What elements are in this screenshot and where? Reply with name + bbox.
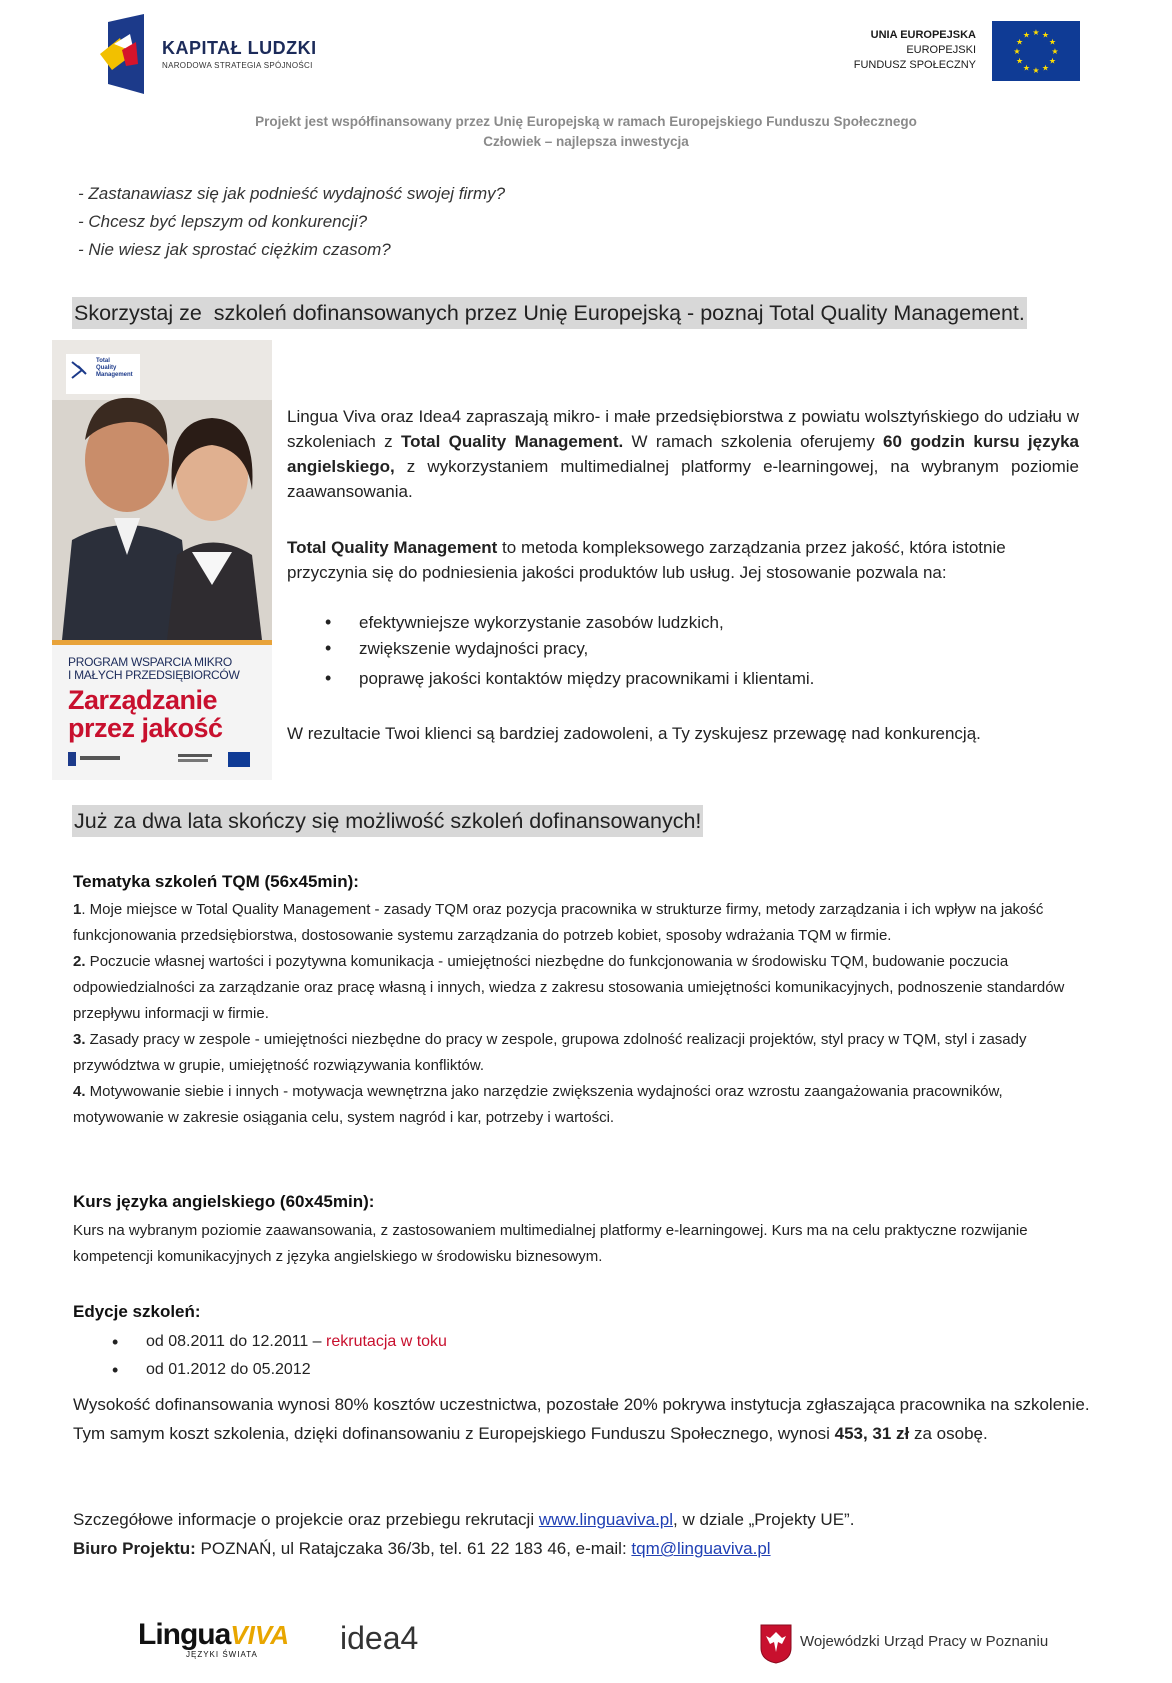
course-description: Kurs na wybranym poziomie zaawansowania, z zastosowaniem multimedialnej platformy e-learningowej. Kurs ma na celu praktyczne rozwijanie kompetencji komunikacyjnych z języka angielskiego w środowisku biznesowym.	[73, 1222, 1028, 1265]
poster-program-line2: I MAŁYCH PRZEDSIĘBIORCÓW	[68, 668, 240, 682]
funding-tail: za osobę.	[909, 1424, 988, 1443]
contact-block	[73, 1505, 1093, 1563]
topic-text: - umiejętności niezbędne do pracy w zespole, grupowa zdolność realizacji projektów, styl pracy w TQM, styl i zasady przywództwa w grupie, umiejętność rozwiązywania konfliktów.	[73, 1031, 1027, 1074]
cofinancing-line2: Człowiek – najlepsza inwestycja	[483, 134, 689, 149]
eu-star-icon: ★	[1048, 37, 1057, 47]
funding-text: Wysokość dofinansowania wynosi 80% kosztów uczestnictwa, pozostałe 20% pokrywa instytucja zgłaszająca pracownika na szkolenie. Tym samym koszt szkolenia, dzięki dofinansowaniu z Europejskiego Funduszu Społecznego, wynosi	[73, 1395, 1090, 1443]
eu-star-icon: ★	[1032, 66, 1040, 75]
editions-list	[146, 1328, 1046, 1384]
eu-star-icon: ★	[1048, 56, 1057, 66]
wup-logo-text: Wojewódzki Urząd Pracy w Poznaniu	[800, 1633, 1049, 1650]
eu-fund-label	[854, 28, 976, 73]
tqm-definition	[287, 535, 1079, 585]
info-tail: , w dziale „Projekty UE”.	[673, 1510, 855, 1529]
editions-heading: Edycje szkoleń:	[73, 1302, 201, 1321]
topics-heading: Tematyka szkoleń TQM (56x45min):	[73, 872, 359, 891]
kapital-ludzki-subtitle: NARODOWA STRATEGIA SPÓJNOŚCI	[162, 61, 313, 70]
edition-item-2: • od 01.2012 do 05.2012	[146, 1356, 1046, 1384]
idea4-logo: idea4	[340, 1620, 419, 1656]
kapital-ludzki-title: KAPITAŁ LUDZKI	[162, 38, 317, 58]
eu-star-icon: ★	[1015, 37, 1024, 47]
topic-text: - zasady TQM oraz pozycja pracownika w strukturze firmy, metody zarządzania i ich wpływ na jakość funkcjonowania przedsiębiorstwa, dostosowanie systemu zarządzania do potrzeb kobiet, sposoby wdrażania TQM w firmie.	[73, 901, 1044, 944]
eu-label-line3: FUNDUSZ SPOŁECZNY	[853, 59, 976, 71]
tqm-definition-bold: Total Quality Management	[287, 538, 498, 557]
poster-tqm-line3: Management	[96, 372, 133, 378]
topic-title: . Moje miejsce w Total Quality Management	[81, 901, 371, 918]
topic-number: 2.	[73, 953, 86, 970]
list-item: • zwiększenie wydajności pracy,	[359, 636, 1079, 666]
topic-item	[73, 1079, 1083, 1131]
linguaviva-logo-part1: Lingua	[138, 1618, 231, 1651]
eu-star-icon: ★	[1013, 47, 1021, 56]
intro-text-c: W ramach szkolenia oferujemy	[623, 432, 884, 451]
poster-logos-strip	[68, 750, 258, 770]
tqm-poster	[52, 340, 272, 780]
office-line	[73, 1534, 1093, 1563]
eu-star-icon: ★	[1032, 28, 1040, 37]
wup-eagle-icon	[760, 1624, 792, 1664]
intro-text-e: z wykorzystaniem multimedialnej platformy e-learningowej, na wybranym poziomie zaawansowania.	[287, 457, 1079, 501]
poster-program-line1: PROGRAM WSPARCIA MIKRO	[68, 655, 232, 669]
course-heading: Kurs języka angielskiego (60x45min):	[73, 1192, 375, 1211]
topics-list	[73, 897, 1083, 1131]
office-address: POZNAŃ, ul Ratajczaka 36/3b, tel. 61 22 183 46, e-mail:	[195, 1539, 632, 1558]
intro-text-a: Lingua Viva oraz Idea4 zapraszają mikro- i małe przedsiębiorstwa z powiatu wolsztyńskiego do udziału w szkoleniach z	[287, 407, 1079, 451]
funding-paragraph	[73, 1390, 1093, 1448]
intro-hours-bold: 60 godzin kursu języka angielskiego,	[287, 432, 1079, 476]
promo-banner: Skorzystaj ze szkoleń dofinansowanych przez Unię Europejską - poznaj Total Quality Management.	[72, 297, 1027, 329]
office-label: Biuro Projektu:	[73, 1539, 196, 1558]
eu-star-icon: ★	[1015, 56, 1024, 66]
deadline-banner: Już za dwa lata skończy się możliwość szkoleń dofinansowanych!	[72, 805, 703, 837]
price-amount: 453, 31 zł	[834, 1424, 910, 1443]
topic-title: Zasady pracy w zespole	[85, 1031, 251, 1048]
edition-item-1	[146, 1328, 1046, 1356]
eu-star-icon: ★	[1051, 47, 1059, 56]
topic-item	[73, 1027, 1083, 1079]
project-info-line	[73, 1505, 1093, 1534]
result-paragraph: W rezultacie Twoi klienci są bardziej zadowoleni, a Ty zyskujesz przewagę nad konkurencją.	[287, 724, 981, 743]
eu-star-icon: ★	[1041, 30, 1050, 40]
linguaviva-tagline: JĘZYKI ŚWIATA	[186, 1650, 258, 1659]
list-item: • efektywniejsze wykorzystanie zasobów ludzkich,	[359, 610, 1079, 636]
email-link[interactable]: tqm@linguaviva.pl	[631, 1539, 771, 1558]
poster-tqm-line1: Total	[96, 358, 110, 364]
question-1: - Zastanawiasz się jak podnieść wydajność swojej firmy?	[78, 184, 506, 203]
tqm-definition-text: to metoda kompleksowego zarządzania przez jakość, która istotnie przyczynia się do podniesienia jakości produktów lub usług. Jej stosowanie pozwala na:	[287, 538, 1006, 582]
poster-title-line1: Zarządzanie	[68, 685, 218, 715]
question-3: - Nie wiesz jak sprostać ciężkim czasom?	[78, 240, 391, 259]
eu-flag-icon	[992, 21, 1080, 81]
tqm-benefits-list	[359, 610, 1079, 692]
business-people-photo	[52, 340, 272, 640]
topic-number: 1	[73, 901, 82, 918]
topic-text: - umiejętności niezbędne do funkcjonowania w środowisku TQM, budowanie poczucia odpowiedzialności za zarządzanie oraz pracę własną i innych, wiedza z zakresu stosowania umiejętności komunikacyjnych, podnoszenie standardów przepływu informacji w firmie.	[73, 953, 1065, 1022]
cofinancing-line1: Projekt jest współfinansowany przez Unię Europejską w ramach Europejskiego Funduszu Społecznego	[255, 114, 917, 129]
topic-title: Motywowanie siebie i innych	[85, 1083, 279, 1100]
topic-item	[73, 949, 1083, 1027]
cofinancing-note	[0, 112, 1172, 152]
eu-star-icon: ★	[1022, 30, 1031, 40]
intro-paragraph	[287, 404, 1079, 504]
linguaviva-logo-part2: VIVA	[230, 1620, 290, 1650]
poster-tqm-line2: Quality	[96, 365, 117, 371]
website-link[interactable]: www.linguaviva.pl	[538, 1510, 674, 1529]
topic-number: 4.	[73, 1083, 86, 1100]
question-2: - Chcesz być lepszym od konkurencji?	[78, 212, 368, 231]
kapital-ludzki-emblem-icon	[100, 14, 160, 94]
poster-accent-stripe	[52, 640, 272, 645]
eu-label-line2: EUROPEJSKI	[906, 44, 976, 56]
intro-tqm-bold: Total Quality Management.	[400, 432, 624, 451]
recruitment-status: rekrutacja w toku	[326, 1333, 447, 1350]
topic-title: Poczucie własnej wartości i pozytywna komunikacja	[85, 953, 434, 970]
info-text: Szczegółowe informacje o projekcie oraz przebiegu rekrutacji	[73, 1510, 539, 1529]
linguaviva-logo	[138, 1618, 290, 1659]
eu-label-line1: UNIA EUROPEJSKA	[870, 29, 976, 41]
eu-star-icon: ★	[1022, 63, 1031, 73]
list-item: • poprawę jakości kontaktów między pracownikami i klientami.	[359, 666, 1079, 692]
edition-dates: od 08.2011 do 12.2011 –	[146, 1333, 327, 1350]
topic-number: 3.	[73, 1031, 86, 1048]
topic-text: - motywacja wewnętrzna jako narzędzie zwiększenia wydajności oraz wzrostu zaangażowania pracowników, motywowanie w zakresie osiągania celu, system nagród i kar, potrzeby i wartości.	[73, 1083, 1003, 1126]
poster-title-line2: przez jakość	[68, 713, 223, 743]
topic-item	[73, 897, 1083, 949]
eu-star-icon: ★	[1041, 63, 1050, 73]
